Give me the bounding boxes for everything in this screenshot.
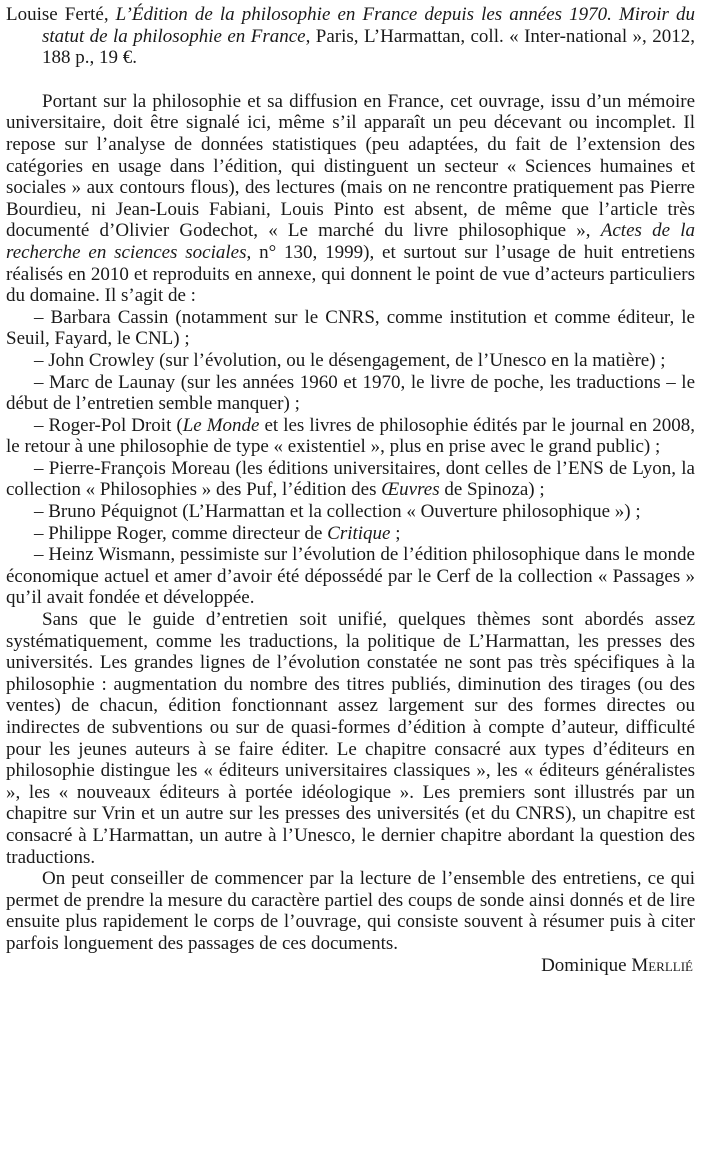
intro-part1: Portant sur la philosophie et sa diffusion en France, cet ouvrage, issu d’un mémoire universitaire, doit être signalé ici, même s’il apparaît un peu décevant ou incomplet. Il repose sur l’analyse de données statistiques (peu adaptées, du fait de l’extension des catégories en usage dans l’édition, qui distinguent un secteur « Sciences humaines et sociales » aux contours flous), des lectures (mais on ne rencontre pratiquement pas Pierre Bourdieu, ni Jean-Louis Fabiani, Louis Pinto est absent, de même que l’article très documenté d’Olivier Godechot, « Le marché du livre philosophique »,: [6, 90, 695, 242]
interview-item-moreau: [6, 458, 695, 501]
interview-item-pequignot: – Bruno Péquignot (L’Harmattan et la collection « Ouverture philosophique ») ;: [34, 501, 641, 523]
book-reference: [6, 4, 695, 69]
interview-emphasis: Le Monde: [182, 414, 260, 436]
interview-text: de Spinoza) ;: [439, 479, 545, 501]
reference-title: L’Édition de la philosophie en France depuis les années 1970. Miroir du statut de la philosophie en France: [42, 4, 695, 47]
interview-text: – Philippe Roger, comme directeur de: [34, 522, 328, 544]
interview-text: ;: [390, 522, 401, 544]
signature: [6, 955, 695, 977]
reference-author: Louise Ferté,: [6, 4, 116, 25]
interview-item-roger: [6, 523, 695, 545]
conclusion-paragraph: On peut conseiller de commencer par la lecture de l’ensemble des entretiens, ce qui permet de prendre la mesure du caractère partiel des coups de sonde ainsi donnés et de lire ensuite plus rapidement le corps de l’ouvrage, qui consiste souvent à résumer puis à citer parfois longuement des passages de ces documents.: [6, 868, 695, 954]
interview-emphasis: Œuvres: [381, 479, 440, 501]
intro-part2: , n° 130, 1999), et surtout sur l’usage de huit entretiens réalisés en 2010 et reproduits en annexe, qui donnent le point de vue d’acteurs particuliers du domaine. Il s’agit de :: [6, 241, 695, 307]
interview-text: et les livres de philosophie édités par le journal en 2008, le retour à une philosophie de type « existentiel », plus en prise avec le grand public) ;: [6, 414, 695, 458]
interview-emphasis: Critique: [327, 522, 391, 544]
signature-first-name: Dominique: [541, 954, 632, 976]
body-paragraph: Sans que le guide d’entretien soit unifié, quelques thèmes sont abordés assez systématiquement, comme les traductions, la politique de L’Harmattan, les presses des universités. Les grandes lignes de l’évolution constatée ne sont pas très spécifiques à la philosophie : augmentation du nombre des titres publiés, diminution des tirages (ou des ventes) de chacun, édition fonctionnant assez largement sur des formes directes ou indirectes de subventions ou sur de quasi-formes d’édition à compte d’auteur, difficulté pour les jeunes auteurs à se faire éditer. Le chapitre consacré aux types d’éditeurs en philosophie distingue les « éditeurs universitaires classiques », les « éditeurs généralistes », les « nouveaux éditeurs à portée idéologique ». Les premiers sont illustrés par un chapitre sur Vrin et un autre sur les presses des universités (et du CNRS), un chapitre est consacré à L’Harmattan, un autre à l’Unesco, le dernier chapitre abordant la question des traductions.: [6, 609, 695, 868]
interview-text: – Roger-Pol Droit (: [34, 414, 183, 436]
journal-title: Actes de la recherche en sciences sociales: [6, 220, 695, 263]
signature-last-name: Merllié: [631, 954, 693, 976]
interview-item-cassin: – Barbara Cassin (notamment sur le CNRS, comme institution et comme éditeur, le Seuil, Fayard, le CNL) ;: [6, 306, 695, 350]
intro-paragraph: [6, 91, 695, 307]
interview-item-droit: [6, 415, 695, 458]
interview-item-crowley: – John Crowley (sur l’évolution, ou le désengagement, de l’Unesco en la matière) ;: [34, 349, 666, 371]
section-gap: [6, 69, 695, 91]
interview-text: – Pierre-François Moreau (les éditions universitaires, dont celles de l’ENS de Lyon, la collection « Philosophies » des Puf, l’édition des: [6, 457, 695, 501]
interview-item-launay: – Marc de Launay (sur les années 1960 et 1970, le livre de poche, les traductions – le début de l’entretien semble manquer) ;: [6, 371, 695, 415]
reference-publisher: , Paris, L’Harmattan, coll. « Inter-national », 2012, 188 p., 19 €.: [42, 25, 695, 69]
interview-item-wismann: – Heinz Wismann, pessimiste sur l’évolution de l’édition philosophique dans le monde économique actuel et amer d’avoir été dépossédé par le Cerf de la collection « Passages » qu’il avait fondée et développée.: [6, 544, 695, 609]
